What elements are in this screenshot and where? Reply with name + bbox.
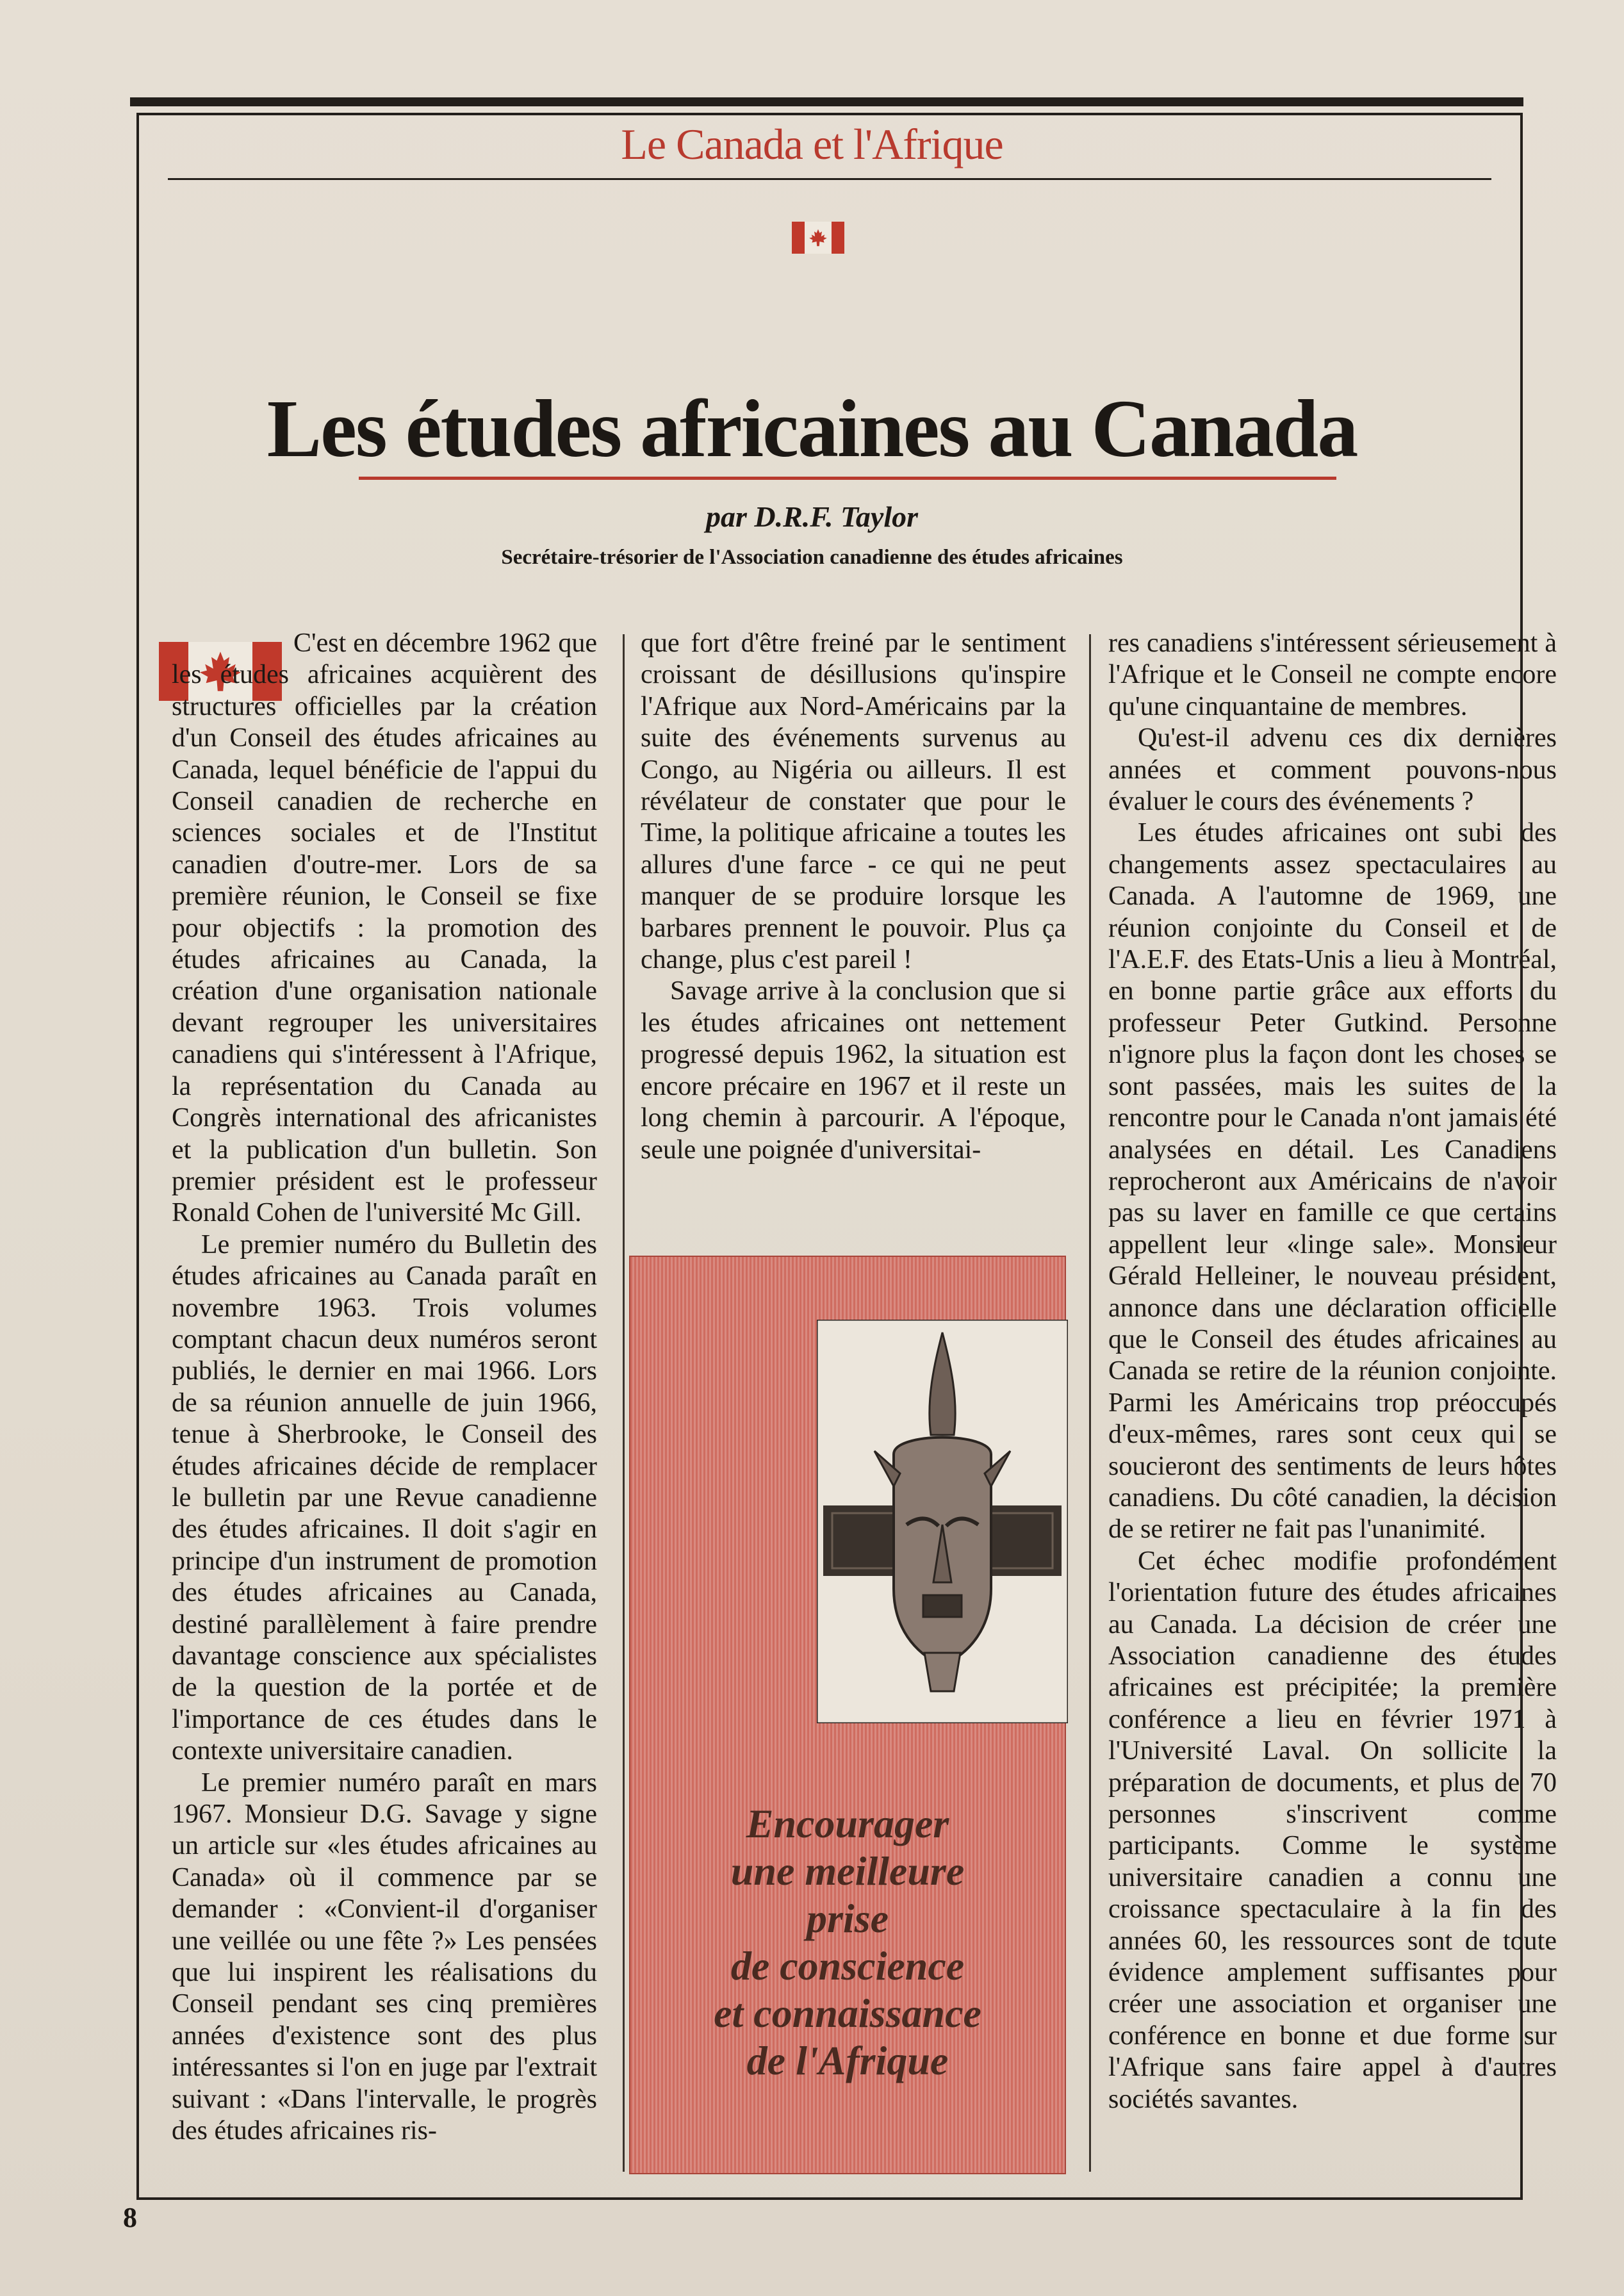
quote-line: et connaissance	[714, 1990, 981, 2036]
paragraph: Savage arrive à la conclusion que si les études africaines ont nettement progressé depuis 1962, la situation est encore précaire en 1967 et il reste un long chemin à parcourir. A l'époque, seule une poignée d'universitai-	[641, 976, 1066, 1165]
page-number: 8	[123, 2202, 137, 2233]
quote-line: prise	[807, 1896, 889, 1941]
african-mask-illustration	[817, 1320, 1068, 1723]
section-header: Le Canada et l'Afrique	[621, 120, 1003, 168]
paragraph: C'est en décembre 1962 que les études africaines acquièrent des structures officielles par la création d'un Conseil des études africaines au Canada, lequel bénéficie de l'appui du Conseil canadien de recherche en sciences sociales et de l'Institut canadien d'outre-mer. Lors de sa première réunion, le Conseil se fixe pour objectifs : la promotion des études africaines au Canada, la création d'une organisation nationale devant regrouper les universitaires canadiens qui s'intéressent à l'Afrique, la représentation du Canada au Congrès international des africanistes et la publication d'un bulletin. Son premier président est le professeur Ronald Cohen de l'université Mc Gill.	[172, 628, 597, 1228]
paragraph: Qu'est-il advenu ces dix dernières années et comment pouvons-nous évaluer le cours des événements ?	[1108, 723, 1557, 817]
header-divider	[168, 178, 1491, 180]
article-byline: par D.R.F. Taylor	[705, 500, 919, 533]
quote-line: de l'Afrique	[746, 2038, 949, 2083]
article-title: Les études africaines au Canada	[267, 383, 1357, 474]
article-column-2	[641, 628, 1066, 1166]
paragraph: Le premier numéro du Bulletin des études africaines au Canada paraît en novembre 1963. Trois volumes comptant chacun deux numéros seront publiés, le dernier en mai 1966. Lors de sa réunion annuelle de juin 1966, tenue à Sherbrooke, le Conseil des études africaines décide de remplacer le bulletin par une Revue canadienne des études africaines. Il doit s'agir en principe d'un instrument de promotion des études africaines au Canada, destiné parallèlement à faire prendre davantage conscience aux spécialistes de la question de la portée et de l'importance de ces études dans le contexte universitaire canadien.	[172, 1229, 597, 1766]
quote-line: une meilleure	[730, 1848, 965, 1894]
title-underline	[359, 477, 1336, 480]
quote-line: Encourager	[746, 1801, 949, 1846]
canadian-flag-icon	[792, 222, 844, 254]
article-column-1	[172, 628, 597, 2147]
paragraph: que fort d'être freiné par le sentiment croissant de désillusions qu'inspire l'Afrique aux Nord-Américains par la suite des événements survenus au Congo, au Nigéria ou ailleurs. Il est révélateur de constater que pour le Time, la politique africaine a toutes les allures d'une farce - ce qui ne peut manquer de se produire lorsque les barbares prennent le pouvoir. Plus ça change, plus c'est pareil !	[641, 628, 1066, 975]
article-column-3	[1108, 628, 1557, 2115]
paragraph: Les études africaines ont subi des changements assez spectaculaires au Canada. A l'automne de 1969, une réunion conjointe du Conseil et de l'A.E.F. des Etats-Unis a lieu à Montréal, en bonne partie grâce aux efforts du professeur Peter Gutkind. Personne n'ignore plus la façon dont les choses se sont passées, mais les suites de la rencontre pour le Canada n'ont jamais été analysées en détail. Les Canadiens reprocheront aux Américains de n'avoir pas su laver en famille ce que certains appellent leur «linge sale». Monsieur Gérald Helleiner, le nouveau président, annonce dans une déclaration officielle que le Conseil des études africaines au Canada se retire de la réunion conjointe. Parmi les Américains trop préoccupés d'eux-mêmes, rares sont ceux qui se soucieront des sentiments de leurs hôtes canadiens. Du côté canadien, la décision de se retirer ne fait pas l'unanimité.	[1108, 818, 1557, 1545]
paragraph: Le premier numéro paraît en mars 1967. Monsieur D.G. Savage y signe un article sur «les études africaines au Canada» où il commence par se demander : «Convient-il d'organiser une veillée ou une fête ?» Les pensées que lui inspirent les réalisations du Conseil pendant ses cinq premières années d'existence sont des plus intéressantes si l'on en juge par l'extrait suivant : «Dans l'intervalle, le progrès des études africaines ris-	[172, 1767, 597, 2146]
paragraph: Cet échec modifie profondément l'orientation future des études africaines au Canada. La décision de créer une Association canadienne des études africaines est précipitée; la première conférence a lieu en février 1971 à l'Université Laval. On sollicite la préparation de documents, et plus de 70 personnes s'inscrivent comme participants. Comme le système universitaire canadien a connu une croissance spectaculaire à la fin des années 60, les ressources sont de toute évidence amplement suffisantes pour créer une association et organiser une conférence en bonne et due forme sur l'Afrique sans faire appel à d'autres sociétés savantes.	[1108, 1546, 1557, 2114]
pull-quote-text	[629, 1800, 1066, 2085]
paragraph: res canadiens s'intéressent sérieusement à l'Afrique et le Conseil ne compte encore qu'une cinquantaine de membres.	[1108, 628, 1557, 721]
quote-line: de conscience	[730, 1943, 965, 1988]
author-affiliation: Secrétaire-trésorier de l'Association canadienne des études africaines	[501, 546, 1123, 569]
column-divider	[623, 634, 625, 2172]
top-border-rule	[130, 97, 1523, 106]
column-divider	[1089, 634, 1091, 2172]
